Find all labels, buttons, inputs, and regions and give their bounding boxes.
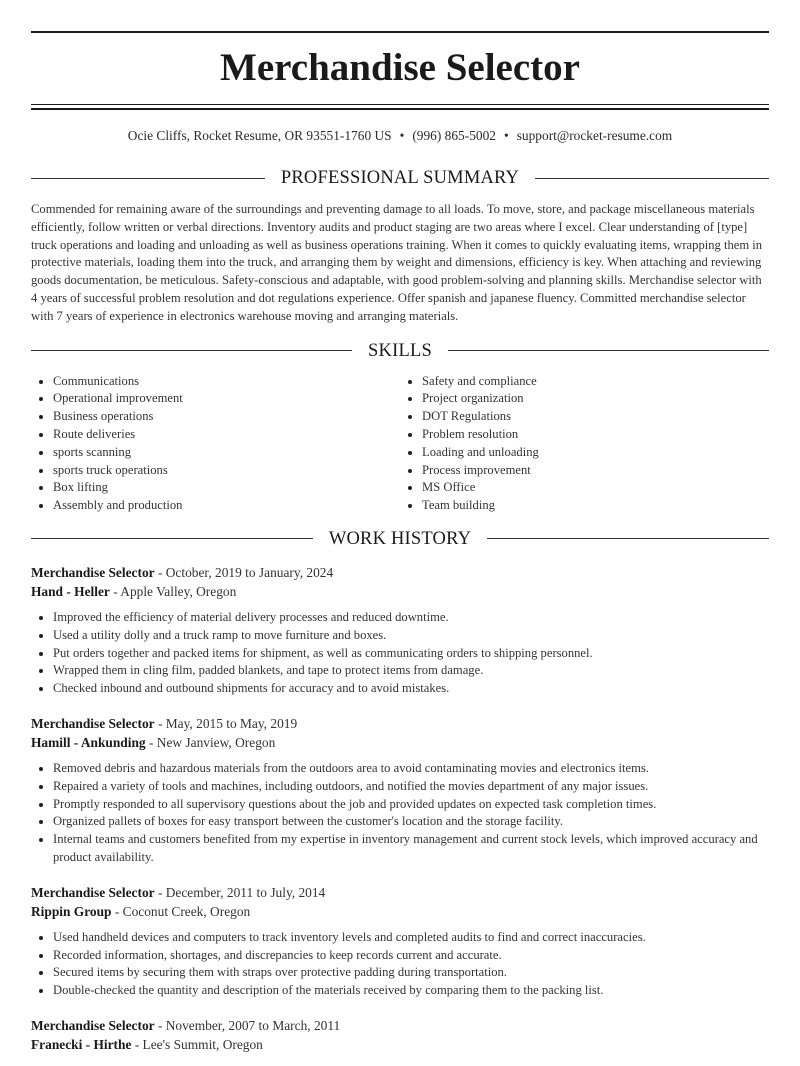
divider-line (535, 178, 769, 179)
job-bullet: Used a utility dolly and a truck ramp to move furniture and boxes. (53, 627, 769, 645)
job-bullet: Used handheld devices and computers to track inventory levels and completed audits to find and correct inaccuracies. (53, 929, 769, 947)
separator-dot: • (504, 128, 509, 143)
skill-item: Communications (53, 373, 400, 391)
divider-line (31, 350, 352, 351)
skill-item: MS Office (422, 479, 769, 497)
job-bullets (31, 760, 769, 867)
job-company: Hamill - Ankunding (31, 735, 146, 751)
skill-item: Business operations (53, 408, 400, 426)
job-role-line (31, 1016, 769, 1036)
job-entry (31, 1016, 769, 1055)
job-dates: - October, 2019 to January, 2024 (154, 564, 334, 580)
job-role-line (31, 714, 769, 734)
job-dates: - November, 2007 to March, 2011 (154, 1017, 341, 1033)
skill-item: sports scanning (53, 444, 400, 462)
job-bullets (31, 929, 769, 1000)
job-bullet: Promptly responded to all supervisory questions about the job and provided updates on expected task completion times. (53, 796, 769, 814)
job-bullet: Double-checked the quantity and description of the materials received by comparing them to the packing list. (53, 982, 769, 1000)
section-header-summary (31, 166, 769, 190)
skill-item: Safety and compliance (422, 373, 769, 391)
contact-phone: (996) 865-5002 (412, 128, 496, 143)
job-company-line (31, 1035, 769, 1055)
divider-line (487, 538, 769, 539)
skill-item: Operational improvement (53, 390, 400, 408)
job-role: Merchandise Selector (31, 884, 155, 900)
skill-item: sports truck operations (53, 462, 400, 480)
divider-line (31, 178, 265, 179)
job-bullet: Organized pallets of boxes for easy transport between the customer's location and the storage facility. (53, 813, 769, 831)
job-bullet: Internal teams and customers benefited from my expertise in inventory management and current stock levels, which improved accuracy and product availability. (53, 831, 769, 867)
divider-line (448, 350, 769, 351)
job-company: Franecki - Hirthe (31, 1037, 132, 1053)
header-double-rule (31, 104, 769, 110)
job-bullet: Improved the efficiency of material delivery processes and reduced downtime. (53, 609, 769, 627)
job-bullet: Wrapped them in cling film, padded blankets, and tape to protect items from damage. (53, 662, 769, 680)
job-bullet: Recorded information, shortages, and discrepancies to keep records current and accurate. (53, 947, 769, 965)
job-dates: - December, 2011 to July, 2014 (154, 884, 326, 900)
resume-page (0, 31, 800, 1055)
job-location: - New Janview, Oregon (145, 735, 276, 751)
resume-title: Merchandise Selector (220, 46, 580, 89)
skill-item: Loading and unloading (422, 444, 769, 462)
skill-item: Project organization (422, 390, 769, 408)
contact-email[interactable]: support@rocket-resume.com (516, 128, 673, 143)
skill-item: DOT Regulations (422, 408, 769, 426)
section-header-work-history (31, 527, 769, 551)
job-company: Rippin Group (31, 904, 112, 920)
job-bullet: Removed debris and hazardous materials from the outdoors area to avoid contaminating movies and electronics items. (53, 760, 769, 778)
job-entry (31, 714, 769, 867)
job-company-line (31, 582, 769, 602)
skills-list (31, 373, 769, 515)
job-company-line (31, 733, 769, 753)
job-role: Merchandise Selector (31, 715, 155, 731)
job-bullets (31, 609, 769, 698)
section-header-skills (31, 339, 769, 363)
job-location: - Apple Valley, Oregon (109, 584, 237, 600)
job-bullet: Checked inbound and outbound shipments for accuracy and to avoid mistakes. (53, 680, 769, 698)
contact-address: Ocie Cliffs, Rocket Resume, OR 93551-1760 US (127, 128, 392, 143)
job-bullet: Secured items by securing them with straps over protective padding during transportation. (53, 964, 769, 982)
summary-text: Commended for remaining aware of the surroundings and preventing damage to all loads. To move, store, and package miscellaneous materials efficiently, follow written or verbal directions. Inventory audits and product staging are two areas where I excel. Clear understanding of [type] truck operations and loading and unloading as well as business operations training. When it comes to quickly evaluating items, wrapping them in protective materials, loading them into the truck, and arranging them by weight and dimensions, efficiency is key. When attaching and reviewing goods documentation, be meticulous. Safety-conscious and adaptable, with good problem-solving and planning skills. Merchandise selector with 4 years of successful problem resolution and dot regulations experience. Offer spanish and japanese fluency. Committed merchandise selector with 7 years of experience in electronics warehouse moving and arranging materials. (31, 202, 763, 323)
contact-line (31, 126, 769, 146)
separator-dot: • (399, 128, 405, 143)
job-entry (31, 563, 769, 698)
job-bullet: Put orders together and packed items for shipment, as well as communicating orders to shipping personnel. (53, 645, 769, 663)
job-role-line (31, 563, 769, 583)
section-title: WORK HISTORY (328, 528, 472, 549)
skills-column-left (31, 373, 400, 515)
skill-item: Team building (422, 497, 769, 515)
job-role: Merchandise Selector (31, 564, 155, 580)
skill-item: Process improvement (422, 462, 769, 480)
job-role: Merchandise Selector (31, 1017, 155, 1033)
skills-column-right (400, 373, 769, 515)
job-company-line (31, 902, 769, 922)
job-role-line (31, 883, 769, 903)
skill-item: Assembly and production (53, 497, 400, 515)
job-bullet: Repaired a variety of tools and machines, including outdoors, and notified the movies department of any major issues. (53, 778, 769, 796)
skill-item: Route deliveries (53, 426, 400, 444)
skill-item: Box lifting (53, 479, 400, 497)
job-dates: - May, 2015 to May, 2019 (154, 715, 298, 731)
job-location: - Coconut Creek, Oregon (111, 904, 251, 920)
section-title: SKILLS (368, 340, 432, 361)
section-title: PROFESSIONAL SUMMARY (280, 168, 520, 188)
divider-line (31, 538, 313, 539)
skill-item: Problem resolution (422, 426, 769, 444)
job-location: - Lee's Summit, Oregon (131, 1037, 263, 1053)
job-company: Hand - Heller (31, 584, 110, 600)
job-entry (31, 883, 769, 1000)
